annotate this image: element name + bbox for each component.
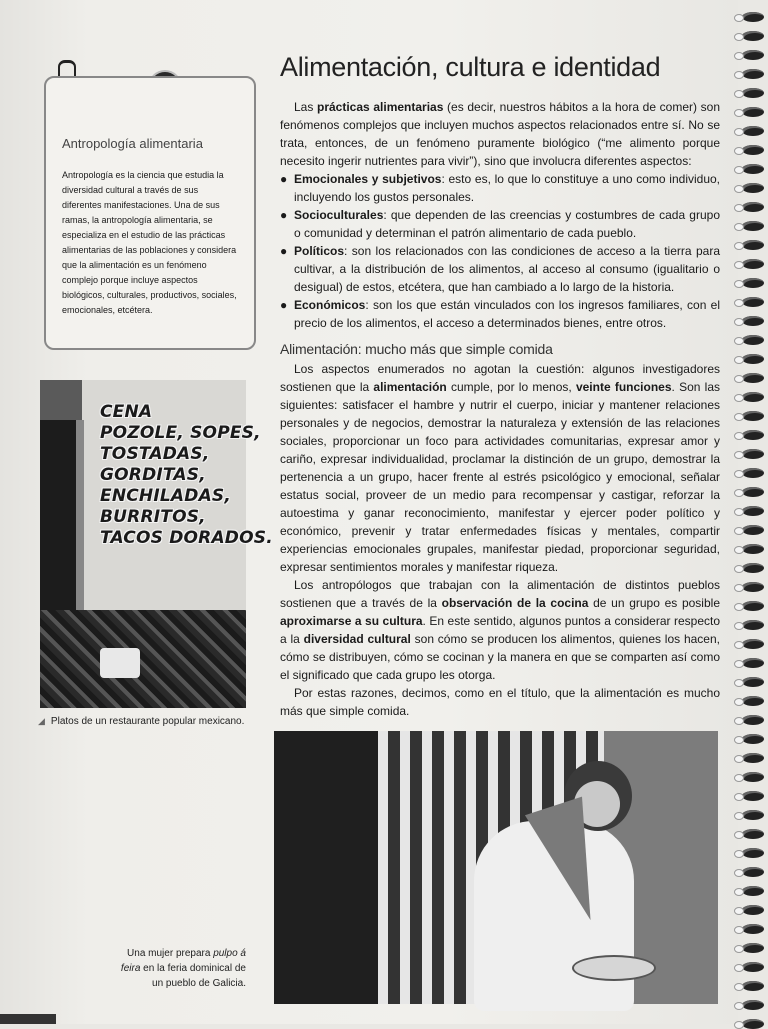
menu-item: POZOLE, SOPES, — [100, 423, 261, 443]
photo-tablecloth — [40, 610, 246, 708]
spiral-ring — [742, 259, 764, 269]
bullet-icon: ● — [280, 172, 288, 186]
bullet-icon: ● — [280, 244, 288, 258]
spiral-ring — [742, 620, 764, 630]
spiral-ring — [742, 487, 764, 497]
caption-triangle-icon: ◢ — [38, 716, 45, 726]
spiral-ring — [742, 392, 764, 402]
menu-item: CENA — [100, 402, 153, 422]
bullet-icon: ● — [280, 208, 288, 222]
spiral-ring — [742, 411, 764, 421]
conoce-box-body: Antropología es la ciencia que estudia la diversidad cultural a través de sus diferentes manifestaciones. Una de sus ramas, la antropología alimentaria, se especializa en el estudio de las prácticas alimentarias de las poblaciones y considera que la alimentación es un fenómeno complejo porque incluye aspectos biológicos, culturales, productivos, sociales, emocionales, etcétera. — [62, 170, 237, 315]
key-term: prácticas alimentarias — [317, 100, 444, 114]
bullet-icon: ● — [280, 298, 288, 312]
aspect-item: ● Económicos: son los que están vinculados con los ingresos familiares, con el precio de los alimentos, el acceso a determinados bienes, entre otros. — [280, 298, 720, 330]
menu-item: BURRITOS, — [100, 507, 206, 527]
spiral-ring — [742, 525, 764, 535]
spiral-ring — [742, 107, 764, 117]
spiral-ring — [742, 240, 764, 250]
spiral-ring — [742, 734, 764, 744]
photo-plate — [572, 955, 656, 981]
aspect-item: ● Políticos: son los relacionados con las condiciones de acceso a la tierra para cultivar, a la distribución de los alimentos, al acceso al consumo (igualitario o desigual) de estos, etcétera, que han cambiado a lo largo de la historia. — [280, 244, 720, 294]
spiral-ring — [742, 905, 764, 915]
galicia-photo — [274, 731, 718, 1004]
spiral-ring — [742, 582, 764, 592]
spiral-ring — [742, 924, 764, 934]
spiral-ring — [742, 829, 764, 839]
spiral-ring — [742, 316, 764, 326]
spiral-ring — [742, 943, 764, 953]
galicia-photo-caption — [120, 946, 246, 991]
caption-text: en la feria dominical de un pueblo de Galicia. — [140, 963, 246, 989]
menu-item: TACOS DORADOS. — [100, 528, 273, 548]
photo-napkin-holder — [100, 648, 140, 678]
spiral-ring — [742, 962, 764, 972]
spiral-ring — [742, 772, 764, 782]
spiral-ring — [742, 202, 764, 212]
page-edge-mark — [0, 1014, 56, 1024]
spiral-ring — [742, 753, 764, 763]
aspects-list — [280, 170, 720, 332]
spiral-ring — [742, 601, 764, 611]
spiral-ring — [742, 544, 764, 554]
spiral-ring — [742, 354, 764, 364]
spiral-ring — [742, 848, 764, 858]
spiral-ring — [742, 468, 764, 478]
spiral-ring — [742, 1000, 764, 1010]
photo-dark-wall — [274, 731, 378, 1004]
spiral-ring — [742, 430, 764, 440]
spiral-ring — [742, 715, 764, 725]
spiral-ring — [742, 981, 764, 991]
spiral-ring — [742, 50, 764, 60]
section-subheading: Alimentación: mucho más que simple comida — [280, 341, 553, 357]
article-title: Alimentación, cultura e identidad — [280, 52, 661, 82]
spiral-ring — [742, 658, 764, 668]
restaurant-photo-caption — [38, 716, 244, 727]
spiral-ring — [742, 221, 764, 231]
spiral-ring — [742, 791, 764, 801]
caption-text: Platos de un restaurante popular mexicano. — [50, 716, 245, 727]
menu-item: GORDITAS, — [100, 465, 206, 485]
spiral-ring — [742, 373, 764, 383]
spiral-ring — [742, 563, 764, 573]
spiral-ring — [742, 88, 764, 98]
spiral-ring — [742, 183, 764, 193]
painted-menu — [100, 402, 273, 549]
spiral-binding — [738, 0, 768, 1024]
spiral-ring — [742, 335, 764, 345]
conclusion-paragraph: Por estas razones, decimos, como en el título, que la alimentación es mucho más que simple comida. — [280, 686, 720, 718]
spiral-ring — [742, 297, 764, 307]
article-body — [280, 98, 720, 720]
spiral-ring — [742, 278, 764, 288]
spiral-ring — [742, 886, 764, 896]
conoce-box-title: Antropología alimentaria — [62, 136, 203, 151]
spiral-ring — [742, 164, 764, 174]
spiral-ring — [742, 867, 764, 877]
aspect-item: ● Socioculturales: que dependen de las creencias y costumbres de cada grupo o comunidad y determinan el patrón alimentario de cada pueblo. — [280, 208, 720, 240]
spiral-ring — [742, 449, 764, 459]
menu-item: ENCHILADAS, — [100, 486, 232, 506]
spiral-ring — [742, 696, 764, 706]
spiral-ring — [742, 506, 764, 516]
functions-paragraph: Los aspectos enumerados no agotan la cuestión: algunos investigadores sostienen que la alimentación cumple, por lo menos, veinte funciones. Son las siguientes: satisfacer el hambre y nutrir el cuerpo, iniciar y mantener relaciones personales y de negocios, demostrar la naturaleza y extensión de las relaciones sociales, proporcionar un foco para actividades comunitarias, expresar amor y cariño, expresar individualidad, proclamar la distinción de un grupo, demostrar la pertenencia a un grupo, hacer frente al estrés psicológico y emocional, señalar estatus social, proveer de un medio para recompensar y castigar, reforzar la autoestima y ganar reconocimiento, manifestar y ejercer poder político y económico, prevenir y tratar enfermedades físicas y mentales, compartir experiencias emocionales grupales, manifestar piedad, proporcionar seguridad, expresar sentimientos morales y manifestar riqueza. — [280, 362, 720, 574]
aspect-item: ● Emocionales y subjetivos: esto es, lo que lo constituye a uno como individuo, incluyendo los gustos personales. — [280, 172, 721, 204]
caption-italic: pulpo á feira — [120, 948, 246, 974]
spiral-ring — [742, 810, 764, 820]
spiral-ring — [742, 639, 764, 649]
spiral-ring — [742, 126, 764, 136]
spiral-ring — [742, 145, 764, 155]
restaurant-photo — [40, 380, 273, 708]
spiral-ring — [742, 677, 764, 687]
spiral-ring — [742, 69, 764, 79]
photo-doorframe — [76, 420, 84, 630]
intro-paragraph: Las prácticas alimentarias (es decir, nuestros hábitos a la hora de comer) son fenómenos complejos que incluyen muchos aspectos relacionados entre sí. No se trata, entonces, de un fenómeno puramente biológico (“me alimento porque necesito ingerir nutrientes para vivir”), sino que involucra diferentes aspectos: — [280, 100, 720, 168]
spiral-ring — [742, 31, 764, 41]
caption-text: Una mujer prepara — [127, 948, 214, 959]
menu-item: TOSTADAS, — [100, 444, 210, 464]
spiral-ring — [742, 12, 764, 22]
spiral-ring — [742, 1019, 764, 1029]
anthropologists-paragraph: Los antropólogos que trabajan con la alimentación de distintos pueblos sostienen que a través de la observación de la cocina de un grupo es posible aproximarse a su cultura. En este sentido, algunos puntos a considerar respecto a la diversidad cultural son cómo se producen los alimentos, quienes los hacen, cómo se distribuyen, cómo se cocinan y la manera en que se comparten así como el significado que cada grupo les otorga. — [280, 578, 721, 682]
